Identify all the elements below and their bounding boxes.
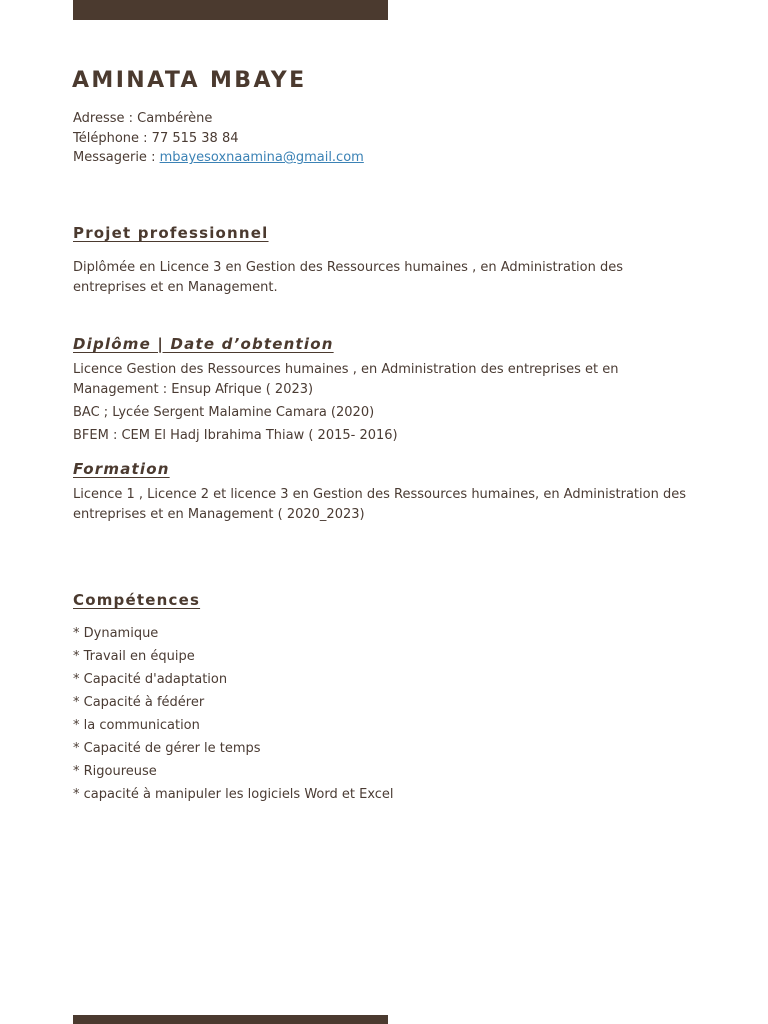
formation-text: Licence 1 , Licence 2 et licence 3 en Gestion des Ressources humaines, en Administration des entreprises et en Management ( 2020_2023) (73, 487, 686, 522)
email-line (73, 148, 364, 168)
diplomes-list (73, 360, 698, 449)
diplome-item: BAC ; Lycée Sergent Malamine Camara (2020) (73, 404, 375, 420)
projet-heading: Projet professionnel (73, 224, 269, 242)
skill-item: * Travail en équipe (73, 649, 195, 664)
competences-list (73, 622, 698, 806)
email-label: Messagerie : (73, 150, 160, 165)
skill-item: * Capacité d'adaptation (73, 672, 228, 687)
skill-item: * Capacité à fédérer (73, 695, 205, 710)
phone-line: Téléphone : 77 515 38 84 (73, 130, 239, 146)
header-bar (73, 0, 388, 20)
projet-text: Diplômée en Licence 3 en Gestion des Ressources humaines , en Administration des entreprises et en Management. (73, 260, 623, 295)
diplome-item: Licence Gestion des Ressources humaines , en Administration des entreprises et en Management : Ensup Afrique ( 2023) (73, 362, 619, 397)
email-link[interactable]: mbayesoxnaamina@gmail.com (159, 150, 364, 165)
skill-item: * Capacité de gérer le temps (73, 741, 261, 756)
skill-item: * la communication (73, 718, 200, 733)
skill-item: * Rigoureuse (73, 764, 157, 779)
contact-block (73, 109, 364, 168)
footer-bar (73, 1015, 388, 1024)
address-line: Adresse : Cambérène (73, 111, 213, 126)
diplome-item: BFEM : CEM El Hadj Ibrahima Thiaw ( 2015- 2016) (73, 427, 398, 443)
diplomes-heading: Diplôme | Date d’obtention (73, 335, 334, 353)
skill-item: * capacité à manipuler les logiciels Word et Excel (73, 787, 394, 802)
skill-item: * Dynamique (73, 626, 159, 641)
competences-heading: Compétences (73, 591, 201, 609)
formation-heading: Formation (73, 460, 170, 478)
candidate-name: AMINATA MBAYE (72, 68, 307, 93)
